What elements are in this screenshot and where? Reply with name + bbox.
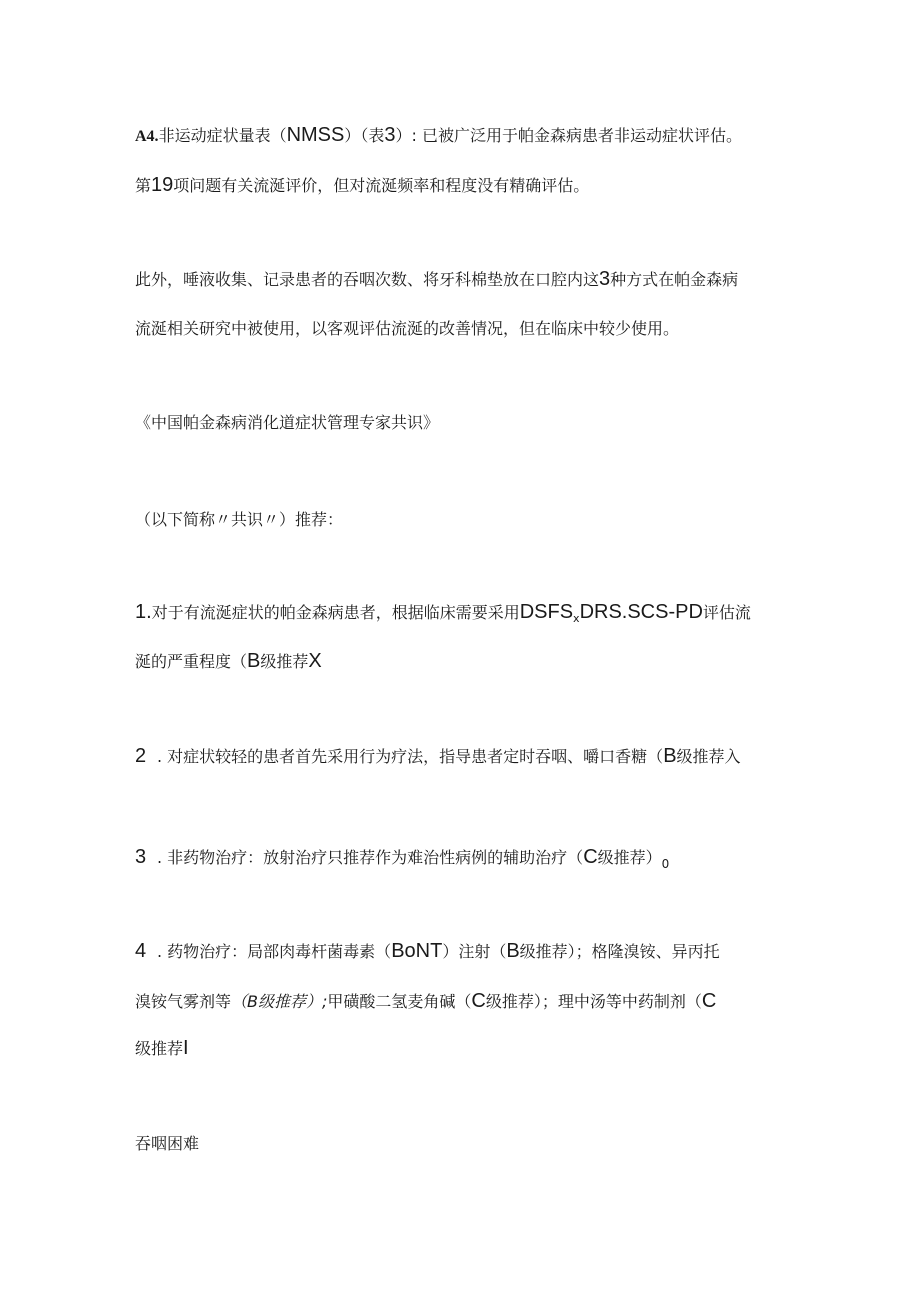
rec2-line: 2 . 对症状较轻的患者首先采用行为疗法，指导患者定时吞咽、嚼口香糖（B级推荐入: [135, 745, 741, 767]
para1-label: A4.: [135, 128, 159, 145]
rec4-line2: 溴铵气雾剂等（B级推荐）;甲磺酸二氢麦角碱（C级推荐）；理中汤等中药制剂（C: [135, 990, 717, 1012]
rec1-number: 1.: [135, 601, 152, 623]
para2-line1: 此外，唾液收集、记录患者的吞咽次数、将牙科棉垫放在口腔内这3种方式在帕金森病: [135, 268, 739, 290]
rec3-number: 3: [135, 846, 147, 868]
rec1-line2: 涎的严重程度（B级推荐X: [135, 650, 322, 672]
consensus-note: （以下简称〃共识〃）推荐：: [135, 510, 344, 529]
rec4-line3: 级推荐I: [135, 1037, 189, 1059]
rec3-line: 3 . 非药物治疗：放射治疗只推荐作为难治性病例的辅助治疗（C级推荐）$_0$: [135, 846, 670, 871]
rec4-line1: 4 . 药物治疗：局部肉毒杆菌毒素（BoNT）注射（B级推荐）；格隆溴铵、异丙托: [135, 940, 720, 962]
para2-line2: 流涎相关研究中被使用，以客观评估流涎的改善情况，但在临床中较少使用。: [135, 319, 680, 338]
rec1-line1: 1.对于有流涎症状的帕金森病患者，根据临床需要采用$DSFS_xDRS.SCS-PD$评估流: [135, 601, 751, 625]
para1-line2: 第19项问题有关流涎评价，但对流涎频率和程度没有精确评估。: [135, 174, 590, 196]
rec2-number: 2: [135, 745, 147, 767]
section-heading: 吞咽困难: [135, 1134, 200, 1153]
rec4-number: 4: [135, 940, 147, 962]
consensus-title: 《中国帕金森病消化道症状管理专家共识》: [135, 413, 440, 432]
para1-line1: A4.非运动症状量表（NMSS）（表3）: 已被广泛用于帕金森病患者非运动症状评估。: [135, 124, 742, 146]
